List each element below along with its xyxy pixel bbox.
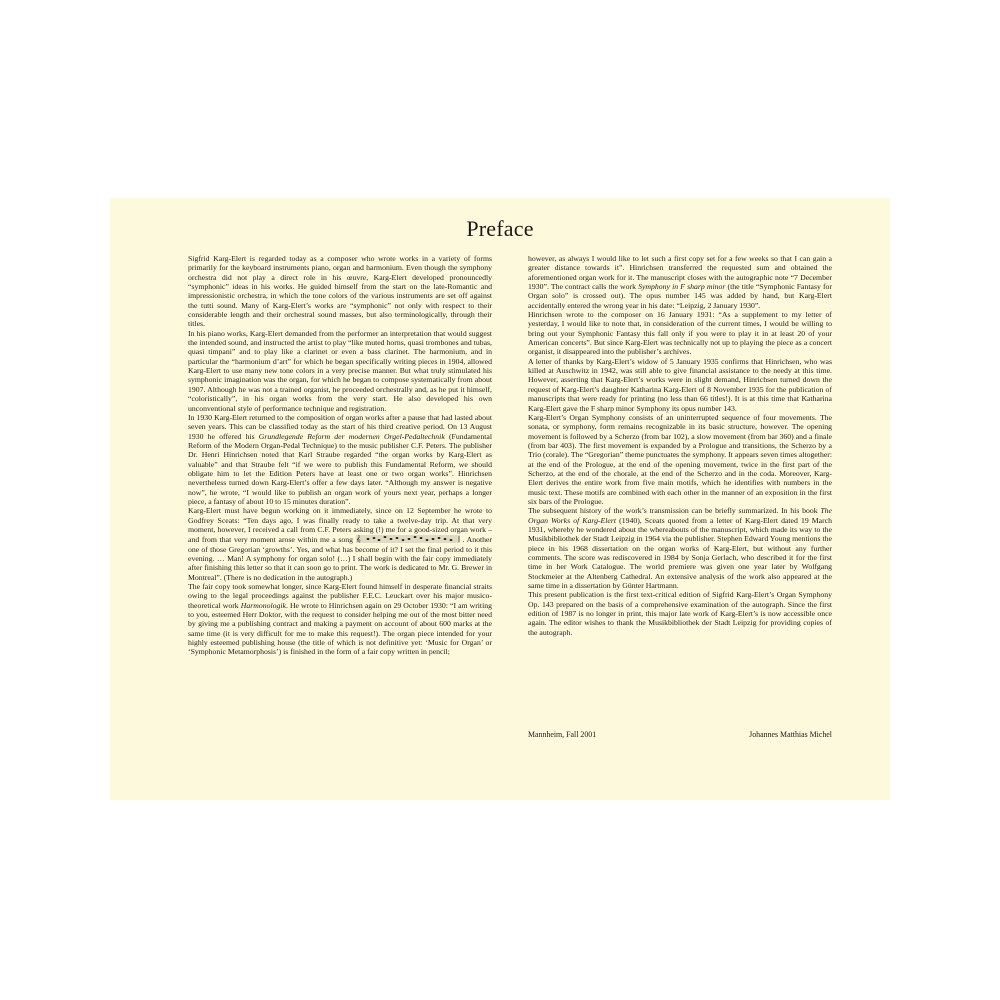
paragraph: Karg-Elert must have begun working on it immediately, since on 12 September he wrote to Godfrey Sceats: “Ten days ago, I was finally ready to take a twelve-day trip. At that very moment, however, I received a call from C.F. Peters asking (!) me for a good-sized organ work – and from that very moment arose within me a song 𝄞 . Another one of those Gregorian ‘growths’. Yes, and what has become of it? I set the final period to it this evening. … Man! A symphony for organ solo! (…) I shall begin with the fair copy immediately after finishing this letter so that it can soon go to print. The work is dedicated to Mr. G. Brewer in Montreal”. (There is no dedication in the autograph.) bbox=[188, 506, 492, 582]
paragraph: The fair copy took somewhat longer, since Karg-Elert found himself in desperate financial straits owing to the legal proceedings against the publisher F.E.C. Leuckart over his major musico-theoretical work Harmonologik. He wrote to Hinrichsen again on 29 October 1930: “I am writing to you, esteemed Herr Doktor, with the request to consider helping me out of the most bitter need by giving me a publishing contract and making a payment on account of about 600 marks at the same time (it is very difficult for me to make this request!). The organ piece intended for your highly esteemed publishing house (the title of which is not definitive yet: ‘Music for Organ’ or ‘Symphonic Metamorphosis’) is finished in the form of a fair copy written in pencil; bbox=[188, 582, 492, 657]
place-date: Mannheim, Fall 2001 bbox=[528, 730, 597, 739]
paragraph: In his piano works, Karg-Elert demanded from the performer an interpretation that would suggest the intended sound, and instructed the artist to play “like muted horns, quasi trombones and tubas, quasi timpani” and to play like a clarinet or even a bass clarinet. The harmonium, and in particular the “harmonium d’art” for which he began specifically writing pieces in 1904, allowed Karg-Elert to use many new tone colors in a very precise manner. But what truly stimulated his symphonic imagination was the organ, for which he began to compose systematically from about 1907. Although he was not a trained organist, he proceeded orchestrally and, as he put it himself, “coloristically”, in his organ works from the very start. He also developed his own unconventional style of performance technique and registration. bbox=[188, 328, 492, 413]
svg-text:𝄞: 𝄞 bbox=[355, 535, 361, 544]
music-notation-icon bbox=[356, 534, 460, 543]
paragraph: This present publication is the first text-critical edition of Sigfrid Karg-Elert’s Organ Symphony Op. 143 prepared on the basis of a comprehensive examination of the autograph. Since the first edition of 1987 is no longer in print, this major late work of Karg-Elert’s is now accessible once again. The editor wishes to thank the Musikbibliothek der Stadt Leipzig for providing copies of the autograph. bbox=[528, 590, 832, 637]
page-title: Preface bbox=[466, 216, 534, 241]
paragraph: A letter of thanks by Karg-Elert’s widow of 5 January 1935 confirms that Hinrichsen, who was killed at Auschwitz in 1942, was still able to give financial assistance to the needy at this time. However, asserting that Karg-Elert’s works were in slight demand, Hinrichsen turned down the request of Karg-Elert’s daughter Katharina Karg-Elert of 8 November 1935 for the publication of manuscripts that were ready for printing (no less than 66 titles!). It is at this time that Katharina Karg-Elert gave the F sharp minor Symphony its opus number 143. bbox=[528, 356, 832, 413]
left-column bbox=[188, 254, 492, 657]
paragraph: The subsequent history of the work’s transmission can be briefly summarized. In his book The Organ Works of Karg-Elert (1940), Sceats quoted from a letter of Karg-Elert dated 19 March 1931, whereby he wondered about the whereabouts of the manuscript, which made its way to the Musikbibliothek der Stadt Leipzig in 1964 via the publisher. Stephen Edward Young mentions the piece in his 1968 dissertation on the organ works of Karg-Elert, but without any further comments. The score was rediscovered in 1984 by Sonja Gerlach, who described it for the first time in her Work Catalogue. The world premiere was given one year later by Wolfgang Stockmeier at the Altenberg Cathedral. An extensive analysis of the work also appeared at the same time in a dissertation by Günter Hartmann. bbox=[528, 506, 833, 591]
preface-page bbox=[110, 198, 890, 800]
right-column bbox=[528, 254, 832, 637]
paragraph: Hinrichsen wrote to the composer on 16 January 1931: “As a supplement to my letter of yesterday, I would like to note that, in consideration of the current times, I would be willing to bring out your Symphonic Fantasy this fall only if you were to play it in at least 20 of your American concerts”. But since Karg-Elert was technically not up to playing the piece as a concert organist, it disappeared into the publisher’s archives. bbox=[528, 310, 832, 357]
paragraph: however, as always I would like to let such a first copy set for a few weeks so that I can gain a greater distance towards it”. Hinrichsen transferred the requested sum and obtained the aforementioned organ work for it. The manuscript closes with the autographic note “7 December 1930”. The contract calls the work Symphony in F sharp minor (the title “Symphonic Fantasy for Organ solo” is crossed out). The opus number 145 was added by hand, but Karg-Elert accidentally entered the wrong year in his date: “Leipzig, 2 January 1930”. bbox=[528, 254, 833, 310]
paragraph: Karg-Elert’s Organ Symphony consists of an uninterrupted sequence of four movements. The sonata, or symphony, form remains recognizable in its basic structure, however. The opening movement is followed by a Scherzo (from bar 102), a slow movement (from bar 360) and a finale (from bar 403). The first movement is expanded by a Prologue and transitions, the Scherzo by a Trio (corale). The “Gregorian” theme punctuates the symphony. It appears seven times altogether: at the end of the Prologue, at the end of the opening movement, twice in the first part of the Scherzo, at the end of the chorale, at the end of the Scherzo and in the coda. Moreover, Karg-Elert derives the entire work from five main motifs, which he identifies with numbers in the music text. These motifs are combined with each other in the manner of an exposition in the first six bars of the Prologue. bbox=[528, 412, 832, 506]
paragraph: In 1930 Karg-Elert returned to the composition of organ works after a pause that had lasted about seven years. This can be classified today as the start of his third creative period. On 13 August 1930 he offered his Grundlegende Reform der modernen Orgel-Pedaltechnik (Fundamental Reform of the Modern Organ-Pedal Technique) to the music publisher C.F. Peters. The publisher Dr. Henri Hinrichsen noted that Karl Straube regarded “the organ works by Karg-Elert as valuable” and that Straube felt “if we were to publish this Fundamental Reform, we should obligate him to let the Edition Peters have at least one or two organ works”. Hinrichsen nevertheless turned down Karg-Elert’s offer a few days later. “Although my answer is negative now”, he wrote, “I would like to publish an organ work of yours next year, perhaps a longer piece, a fantasy of about 10 to 15 minutes duration”. bbox=[188, 412, 492, 506]
signature-line bbox=[528, 730, 832, 739]
author-name: Johannes Matthias Michel bbox=[749, 730, 832, 739]
paragraph: Sigfrid Karg-Elert is regarded today as a composer who wrote works in a variety of forms primarily for the keyboard instruments piano, organ and harmonium. Even though the symphony orchestra did not play a direct role in his œuvre, Karg-Elert developed pronouncedly “symphonic” ideas in his works. He guided himself from the start on the late-Romantic and impressionistic orchestra, in which the tone colors of the various instruments are set off against the tutti sound. Many of Karg-Elert’s works are “symphonic” not only with respect to their considerable length and their orchestral sound masses, but also terminologically, through their titles. bbox=[188, 254, 492, 329]
